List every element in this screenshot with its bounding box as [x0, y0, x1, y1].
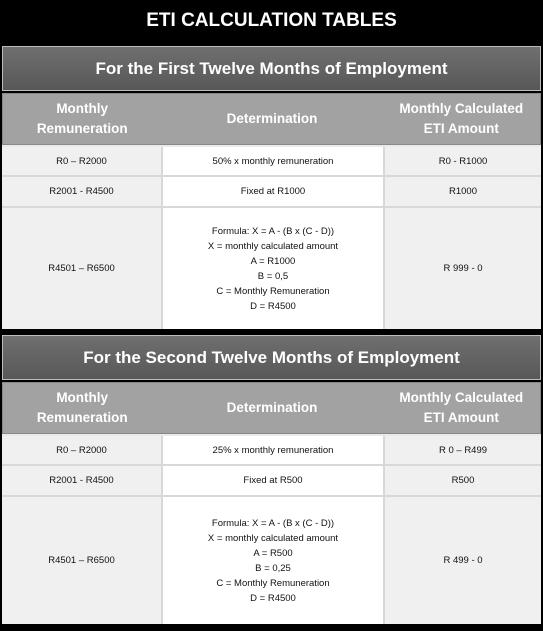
- col-header-remuneration: Monthly Remuneration: [36, 390, 128, 425]
- formula-line: X = monthly calculated amount: [207, 532, 339, 544]
- col-header-determination: Determination: [226, 111, 318, 126]
- eti-amount: R1000: [383, 177, 541, 206]
- table-row: [2, 147, 541, 177]
- eti-amount: R500: [383, 466, 541, 495]
- col-header-determination: Determination: [226, 400, 318, 415]
- formula-line: C = Monthly Remuneration: [216, 285, 330, 297]
- page-title: ETI CALCULATION TABLES: [146, 10, 397, 31]
- col-header-eti-amount: Monthly Calculated ETI Amount: [399, 101, 524, 136]
- eti-amount: R 999 - 0: [383, 208, 541, 329]
- formula-line: Formula: X = A - (B x (C - D)): [211, 225, 335, 237]
- determination-text: Fixed at R500: [161, 466, 383, 495]
- formula-block: [161, 497, 383, 624]
- formula-line: B = 0,25: [255, 562, 291, 574]
- formula-line: X = monthly calculated amount: [207, 240, 339, 252]
- section-1-heading: For the First Twelve Months of Employment: [2, 46, 541, 91]
- section-2-heading: For the Second Twelve Months of Employment: [2, 335, 541, 380]
- table-row: [2, 466, 541, 497]
- table-row: [2, 436, 541, 466]
- formula-line: A = R1000: [250, 255, 296, 267]
- formula-line: A = R500: [253, 547, 293, 559]
- formula-line: B = 0,5: [257, 270, 289, 282]
- remuneration-range: R4501 – R6500: [2, 208, 161, 329]
- formula-block: [161, 208, 383, 329]
- eti-amount: R 499 - 0: [383, 497, 541, 624]
- table-row: [2, 208, 541, 329]
- remuneration-range: R4501 – R6500: [2, 497, 161, 624]
- determination-text: Fixed at R1000: [161, 177, 383, 206]
- formula-line: D = R4500: [250, 300, 296, 312]
- determination-text: 25% x monthly remuneration: [161, 436, 383, 464]
- remuneration-range: R0 – R2000: [2, 436, 161, 464]
- col-header-eti-amount: Monthly Calculated ETI Amount: [399, 390, 524, 425]
- formula-line: Formula: X = A - (B x (C - D)): [211, 517, 335, 529]
- eti-amount: R 0 – R499: [383, 436, 541, 464]
- remuneration-range: R2001 - R4500: [2, 177, 161, 206]
- determination-text: 50% x monthly remuneration: [161, 147, 383, 175]
- eti-amount: R0 - R1000: [383, 147, 541, 175]
- formula-line: D = R4500: [250, 592, 296, 604]
- formula-line: C = Monthly Remuneration: [216, 577, 330, 589]
- table-row: [2, 497, 541, 624]
- section-1-column-headers: [2, 93, 541, 145]
- remuneration-range: R0 – R2000: [2, 147, 161, 175]
- table-row: [2, 177, 541, 208]
- col-header-remuneration: Monthly Remuneration: [36, 101, 128, 136]
- section-2-column-headers: [2, 382, 541, 434]
- remuneration-range: R2001 - R4500: [2, 466, 161, 495]
